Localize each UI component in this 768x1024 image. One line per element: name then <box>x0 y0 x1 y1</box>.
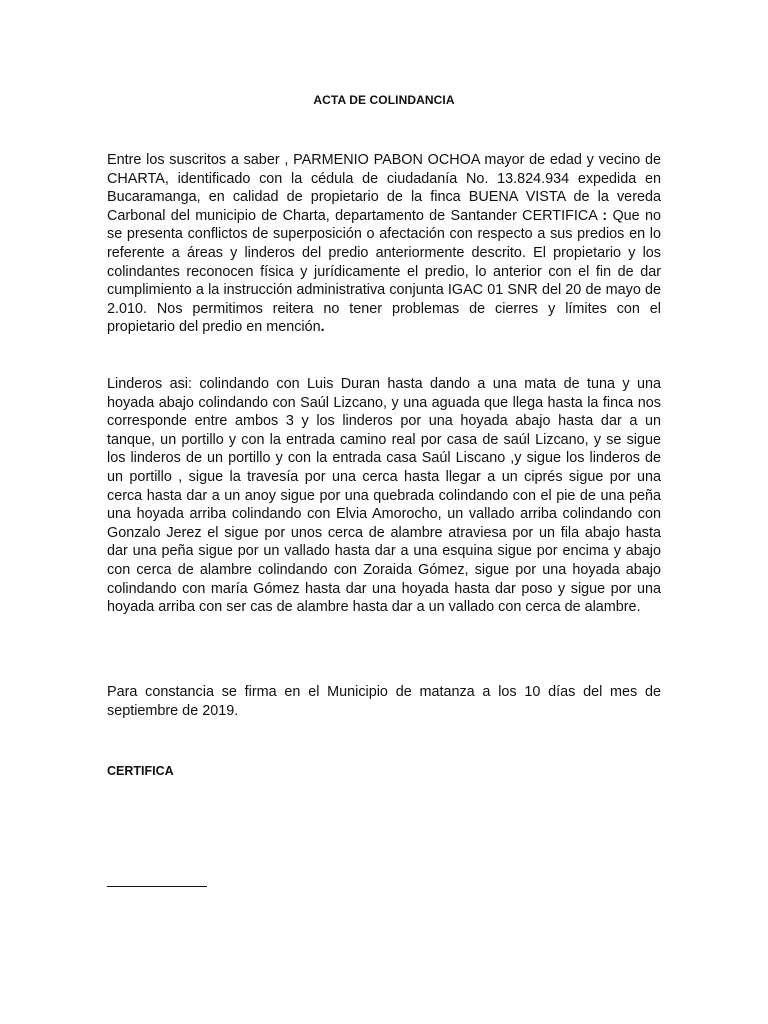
document-title: ACTA DE COLINDANCIA <box>313 93 455 107</box>
paragraph-declaration-text-a: Entre los suscritos a saber , PARMENIO PABON OCHOA mayor de edad y vecino de CHARTA, identificado con la cédula de ciudadanía No. 13.824.934 expedida en Bucaramanga, en calidad de propietario de la finca BUENA VISTA de la vereda Carbonal del municipio de Charta, departamento de Santander CERTIFICA <box>107 152 661 224</box>
paragraph-declaration-colon: : <box>602 207 608 224</box>
paragraph-signing-statement: Para constancia se firma en el Municipio de matanza a los 10 días del mes de septiembre de 2019. <box>107 684 661 719</box>
paragraph-boundaries: Linderos asi: colindando con Luis Duran hasta dando a una mata de tuna y una hoyada abajo colindando con Saúl Lizcano, y una aguada que llega hasta la finca nos corresponde entre ambos 3 y los linderos por una hoyada abajo hasta dar a un tanque, un portillo y con la entrada camino real por casa de saúl Lizcano, y se sigue los linderos de un portillo y con la entrada casa Saúl Liscano ,y sigue los linderos de un portillo , sigue la travesía por una cerca hasta llegar a un ciprés sigue por una cerca hasta dar a un anoy sigue por una quebrada colindando con el pie de una peña una hoyada arriba colindando con Elvia Amorocho, un vallado arriba colindando con Gonzalo Jerez el sigue por unos cerca de alambre atraviesa por un fila abajo hasta dar una peña sigue por un vallado hasta dar a una esquina sigue por encima y abajo con cerca de alambre colindando con Zoraida Gómez, sigue por una hoyada abajo colindando con maría Gómez hasta dar una hoyada hasta dar poso y sigue por una hoyada arriba con ser cas de alambre hasta dar a un vallado con cerca de alambre. <box>107 376 661 616</box>
paragraph-declaration-period: . <box>320 319 325 336</box>
certifica-label: CERTIFICA <box>107 764 174 778</box>
paragraph-declaration-text-b: Que no se presenta conflictos de superposición o afectación con respecto a sus predios en lo referente a áreas y linderos del predio anteriormente descrito. El propietario y los colindantes reconocen física y jurídicamente el predio, lo anterior con el fin de dar cumplimiento a la instrucción administrativa conjunta IGAC 01 SNR del 20 de mayo de 2.010. Nos permitimos reitera no tener problemas de cierres y límites con el propietario del predio en mención <box>107 207 661 336</box>
paragraph-declaration <box>107 151 661 337</box>
signature-line <box>107 886 207 887</box>
